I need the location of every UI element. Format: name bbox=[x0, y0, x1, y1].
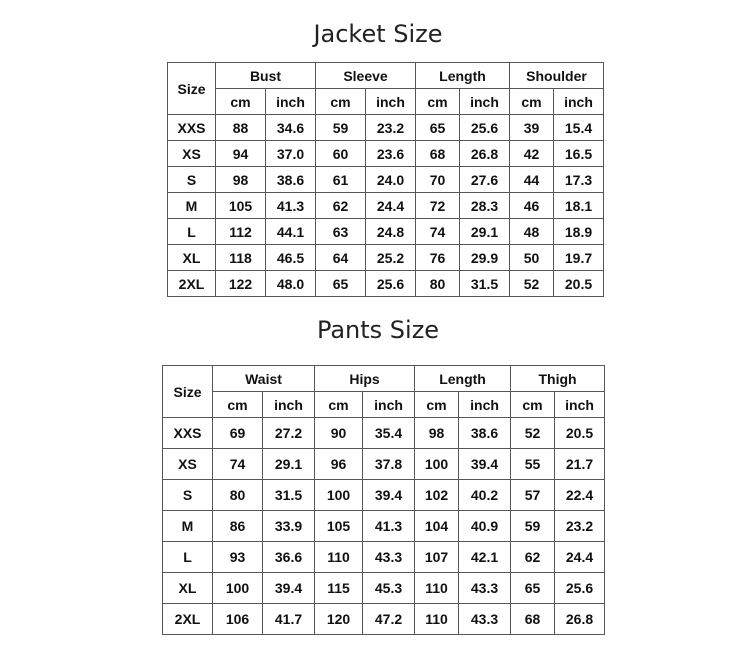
size-cell: L bbox=[163, 542, 213, 573]
value-cell: 40.9 bbox=[459, 511, 511, 542]
value-cell: 24.4 bbox=[555, 542, 605, 573]
value-cell: 110 bbox=[315, 542, 363, 573]
value-cell: 86 bbox=[213, 511, 263, 542]
value-cell: 22.4 bbox=[555, 480, 605, 511]
value-cell: 17.3 bbox=[554, 167, 604, 193]
value-cell: 24.4 bbox=[366, 193, 416, 219]
value-cell: 120 bbox=[315, 604, 363, 635]
value-cell: 46.5 bbox=[266, 245, 316, 271]
value-cell: 61 bbox=[316, 167, 366, 193]
size-cell: XXS bbox=[163, 418, 213, 449]
value-cell: 88 bbox=[216, 115, 266, 141]
size-cell: M bbox=[168, 193, 216, 219]
value-cell: 23.2 bbox=[366, 115, 416, 141]
jacket-size-table bbox=[167, 62, 604, 297]
value-cell: 35.4 bbox=[363, 418, 415, 449]
value-cell: 39.4 bbox=[363, 480, 415, 511]
value-cell: 43.3 bbox=[363, 542, 415, 573]
value-cell: 115 bbox=[315, 573, 363, 604]
table-row bbox=[168, 141, 604, 167]
value-cell: 100 bbox=[213, 573, 263, 604]
value-cell: 38.6 bbox=[459, 418, 511, 449]
value-cell: 24.8 bbox=[366, 219, 416, 245]
group-header: Length bbox=[416, 63, 510, 89]
table-row bbox=[168, 271, 604, 297]
group-header: Waist bbox=[213, 366, 315, 392]
value-cell: 47.2 bbox=[363, 604, 415, 635]
group-header: Thigh bbox=[511, 366, 605, 392]
value-cell: 72 bbox=[416, 193, 460, 219]
value-cell: 106 bbox=[213, 604, 263, 635]
value-cell: 63 bbox=[316, 219, 366, 245]
unit-header: cm bbox=[511, 392, 555, 418]
value-cell: 28.3 bbox=[460, 193, 510, 219]
size-column-header: Size bbox=[163, 366, 213, 418]
value-cell: 33.9 bbox=[263, 511, 315, 542]
value-cell: 39.4 bbox=[459, 449, 511, 480]
value-cell: 26.8 bbox=[555, 604, 605, 635]
unit-header: cm bbox=[315, 392, 363, 418]
value-cell: 65 bbox=[511, 573, 555, 604]
value-cell: 98 bbox=[216, 167, 266, 193]
value-cell: 98 bbox=[415, 418, 459, 449]
value-cell: 96 bbox=[315, 449, 363, 480]
unit-header: inch bbox=[459, 392, 511, 418]
value-cell: 25.6 bbox=[460, 115, 510, 141]
value-cell: 112 bbox=[216, 219, 266, 245]
value-cell: 48.0 bbox=[266, 271, 316, 297]
value-cell: 39 bbox=[510, 115, 554, 141]
group-header: Bust bbox=[216, 63, 316, 89]
value-cell: 25.6 bbox=[555, 573, 605, 604]
value-cell: 36.6 bbox=[263, 542, 315, 573]
value-cell: 118 bbox=[216, 245, 266, 271]
group-header: Sleeve bbox=[316, 63, 416, 89]
value-cell: 65 bbox=[416, 115, 460, 141]
value-cell: 55 bbox=[511, 449, 555, 480]
value-cell: 90 bbox=[315, 418, 363, 449]
unit-header: inch bbox=[554, 89, 604, 115]
value-cell: 74 bbox=[416, 219, 460, 245]
value-cell: 21.7 bbox=[555, 449, 605, 480]
size-column-header: Size bbox=[168, 63, 216, 115]
value-cell: 105 bbox=[315, 511, 363, 542]
value-cell: 27.6 bbox=[460, 167, 510, 193]
value-cell: 15.4 bbox=[554, 115, 604, 141]
value-cell: 20.5 bbox=[555, 418, 605, 449]
unit-header: inch bbox=[366, 89, 416, 115]
value-cell: 20.5 bbox=[554, 271, 604, 297]
value-cell: 59 bbox=[511, 511, 555, 542]
value-cell: 16.5 bbox=[554, 141, 604, 167]
unit-header: cm bbox=[316, 89, 366, 115]
value-cell: 68 bbox=[416, 141, 460, 167]
value-cell: 104 bbox=[415, 511, 459, 542]
group-header: Hips bbox=[315, 366, 415, 392]
table-row bbox=[168, 245, 604, 271]
size-cell: S bbox=[163, 480, 213, 511]
unit-header: inch bbox=[263, 392, 315, 418]
value-cell: 74 bbox=[213, 449, 263, 480]
value-cell: 45.3 bbox=[363, 573, 415, 604]
table-row bbox=[168, 193, 604, 219]
header-row-units bbox=[163, 392, 605, 418]
unit-header: inch bbox=[555, 392, 605, 418]
unit-header: cm bbox=[415, 392, 459, 418]
value-cell: 100 bbox=[315, 480, 363, 511]
table-row bbox=[163, 511, 605, 542]
value-cell: 80 bbox=[416, 271, 460, 297]
group-header: Length bbox=[415, 366, 511, 392]
table-row bbox=[168, 219, 604, 245]
unit-header: inch bbox=[363, 392, 415, 418]
value-cell: 25.2 bbox=[366, 245, 416, 271]
header-row-units bbox=[168, 89, 604, 115]
table-row bbox=[163, 604, 605, 635]
value-cell: 80 bbox=[213, 480, 263, 511]
value-cell: 42 bbox=[510, 141, 554, 167]
unit-header: cm bbox=[510, 89, 554, 115]
value-cell: 64 bbox=[316, 245, 366, 271]
size-cell: XXS bbox=[168, 115, 216, 141]
value-cell: 31.5 bbox=[460, 271, 510, 297]
value-cell: 43.3 bbox=[459, 573, 511, 604]
pants-size-table bbox=[162, 365, 605, 635]
value-cell: 41.3 bbox=[266, 193, 316, 219]
pants-size-title: Pants Size bbox=[316, 316, 440, 344]
value-cell: 110 bbox=[415, 573, 459, 604]
size-cell: XS bbox=[168, 141, 216, 167]
size-cell: S bbox=[168, 167, 216, 193]
value-cell: 105 bbox=[216, 193, 266, 219]
value-cell: 29.1 bbox=[460, 219, 510, 245]
value-cell: 68 bbox=[511, 604, 555, 635]
table-row bbox=[163, 418, 605, 449]
value-cell: 37.8 bbox=[363, 449, 415, 480]
value-cell: 27.2 bbox=[263, 418, 315, 449]
unit-header: cm bbox=[416, 89, 460, 115]
value-cell: 41.7 bbox=[263, 604, 315, 635]
size-cell: XL bbox=[168, 245, 216, 271]
table-row bbox=[163, 542, 605, 573]
value-cell: 40.2 bbox=[459, 480, 511, 511]
value-cell: 107 bbox=[415, 542, 459, 573]
size-cell: M bbox=[163, 511, 213, 542]
value-cell: 57 bbox=[511, 480, 555, 511]
header-row-groups bbox=[163, 366, 605, 392]
value-cell: 24.0 bbox=[366, 167, 416, 193]
value-cell: 52 bbox=[511, 418, 555, 449]
unit-header: cm bbox=[213, 392, 263, 418]
size-cell: XS bbox=[163, 449, 213, 480]
size-cell: 2XL bbox=[168, 271, 216, 297]
value-cell: 46 bbox=[510, 193, 554, 219]
value-cell: 18.1 bbox=[554, 193, 604, 219]
value-cell: 52 bbox=[510, 271, 554, 297]
unit-header: inch bbox=[266, 89, 316, 115]
value-cell: 34.6 bbox=[266, 115, 316, 141]
unit-header: inch bbox=[460, 89, 510, 115]
value-cell: 29.1 bbox=[263, 449, 315, 480]
value-cell: 18.9 bbox=[554, 219, 604, 245]
value-cell: 60 bbox=[316, 141, 366, 167]
value-cell: 39.4 bbox=[263, 573, 315, 604]
value-cell: 43.3 bbox=[459, 604, 511, 635]
size-cell: L bbox=[168, 219, 216, 245]
value-cell: 65 bbox=[316, 271, 366, 297]
group-header: Shoulder bbox=[510, 63, 604, 89]
table-row bbox=[163, 449, 605, 480]
value-cell: 38.6 bbox=[266, 167, 316, 193]
table-row bbox=[163, 480, 605, 511]
unit-header: cm bbox=[216, 89, 266, 115]
value-cell: 25.6 bbox=[366, 271, 416, 297]
value-cell: 41.3 bbox=[363, 511, 415, 542]
value-cell: 93 bbox=[213, 542, 263, 573]
value-cell: 59 bbox=[316, 115, 366, 141]
value-cell: 29.9 bbox=[460, 245, 510, 271]
jacket-size-title: Jacket Size bbox=[313, 20, 443, 48]
value-cell: 23.6 bbox=[366, 141, 416, 167]
value-cell: 50 bbox=[510, 245, 554, 271]
value-cell: 62 bbox=[316, 193, 366, 219]
value-cell: 110 bbox=[415, 604, 459, 635]
value-cell: 69 bbox=[213, 418, 263, 449]
value-cell: 26.8 bbox=[460, 141, 510, 167]
value-cell: 19.7 bbox=[554, 245, 604, 271]
size-cell: XL bbox=[163, 573, 213, 604]
value-cell: 76 bbox=[416, 245, 460, 271]
header-row-groups bbox=[168, 63, 604, 89]
value-cell: 42.1 bbox=[459, 542, 511, 573]
table-row bbox=[168, 167, 604, 193]
value-cell: 102 bbox=[415, 480, 459, 511]
size-cell: 2XL bbox=[163, 604, 213, 635]
value-cell: 94 bbox=[216, 141, 266, 167]
value-cell: 48 bbox=[510, 219, 554, 245]
value-cell: 44 bbox=[510, 167, 554, 193]
value-cell: 70 bbox=[416, 167, 460, 193]
value-cell: 44.1 bbox=[266, 219, 316, 245]
table-row bbox=[163, 573, 605, 604]
value-cell: 100 bbox=[415, 449, 459, 480]
value-cell: 31.5 bbox=[263, 480, 315, 511]
table-row bbox=[168, 115, 604, 141]
value-cell: 23.2 bbox=[555, 511, 605, 542]
value-cell: 62 bbox=[511, 542, 555, 573]
value-cell: 122 bbox=[216, 271, 266, 297]
value-cell: 37.0 bbox=[266, 141, 316, 167]
